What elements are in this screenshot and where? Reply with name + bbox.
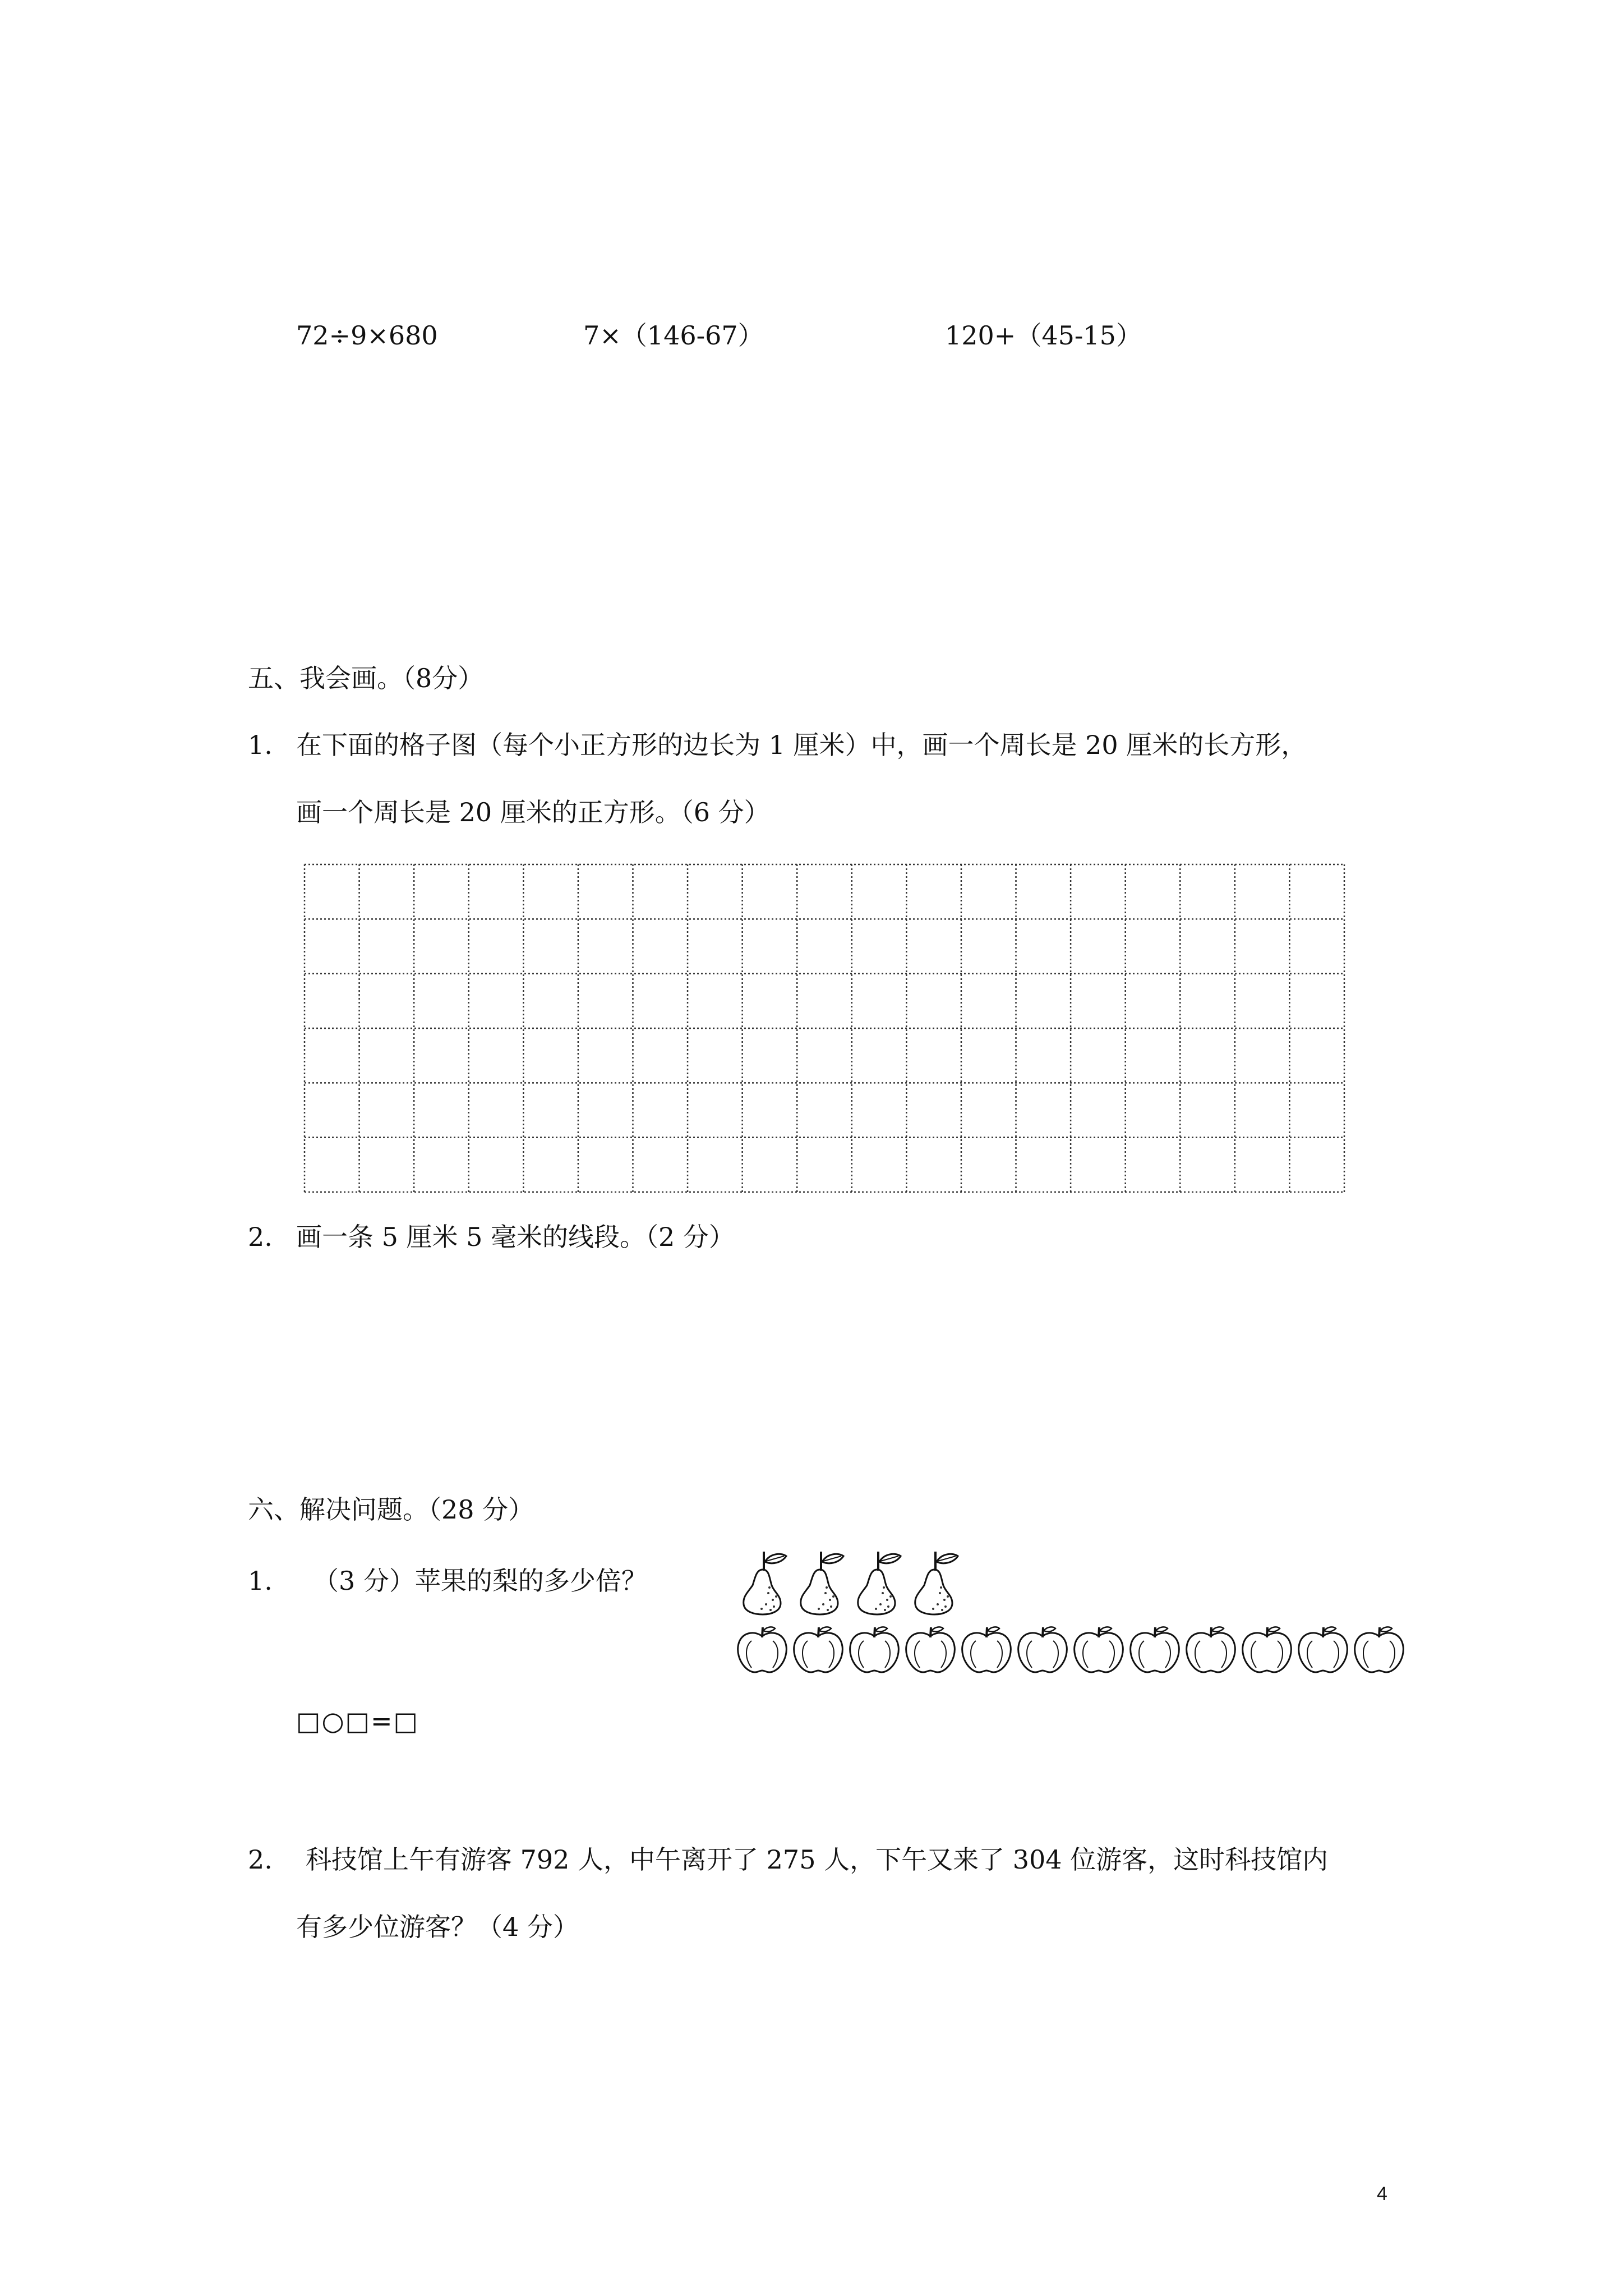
- s6-q2-line2: 有多少位游客？（4 分）: [296, 1912, 579, 1942]
- page-number: 4: [1377, 2183, 1387, 2205]
- apple-icon: [791, 1624, 846, 1677]
- section5-title: 五、我会画。（8分）: [248, 663, 484, 693]
- apple-icon: [1295, 1624, 1350, 1677]
- pear-icon: [735, 1548, 793, 1618]
- apple-icon: [1071, 1624, 1126, 1677]
- apple-icon: [1239, 1624, 1294, 1677]
- expression-1: 72÷9×680: [296, 320, 438, 351]
- s6-q1-number: 1.: [248, 1566, 273, 1596]
- s6-q1-text: （3 分）苹果的梨的多少倍？: [313, 1566, 647, 1596]
- apple-icon: [1127, 1624, 1182, 1677]
- apple-icon: [735, 1624, 790, 1677]
- apple-icon: [959, 1624, 1014, 1677]
- answer-template: □○□=□: [296, 1706, 419, 1736]
- apple-icon: [847, 1624, 902, 1677]
- pear-icon: [849, 1548, 907, 1618]
- s5-q2-text: 画一条 5 厘米 5 毫米的线段。（2 分）: [296, 1222, 735, 1252]
- apple-icon: [1183, 1624, 1238, 1677]
- apple-icon: [1352, 1624, 1407, 1677]
- pear-row: [735, 1548, 965, 1618]
- s5-q1-number: 1.: [248, 730, 273, 760]
- s5-q1-line2: 画一个周长是 20 厘米的正方形。（6 分）: [296, 797, 770, 827]
- section6-title: 六、解决问题。（28 分）: [248, 1494, 534, 1525]
- s5-q2-number: 2.: [248, 1222, 273, 1252]
- pear-icon: [906, 1548, 965, 1618]
- expression-3: 120+（45-15）: [945, 320, 1142, 351]
- s6-q2-number: 2.: [248, 1844, 273, 1875]
- apple-row: [735, 1624, 1408, 1677]
- apple-icon: [903, 1624, 958, 1677]
- expression-2: 7×（146-67）: [583, 320, 764, 351]
- apple-icon: [1015, 1624, 1070, 1677]
- drawing-grid[interactable]: [303, 863, 1346, 1194]
- s6-q2-line1: 科技馆上午有游客 792 人，中午离开了 275 人，下午又来了 304 位游客，这时科技馆内: [306, 1844, 1329, 1875]
- pear-icon: [792, 1548, 850, 1618]
- s5-q1-line1: 在下面的格子图（每个小正方形的边长为 1 厘米）中，画一个周长是 20 厘米的长方形，: [296, 730, 1307, 760]
